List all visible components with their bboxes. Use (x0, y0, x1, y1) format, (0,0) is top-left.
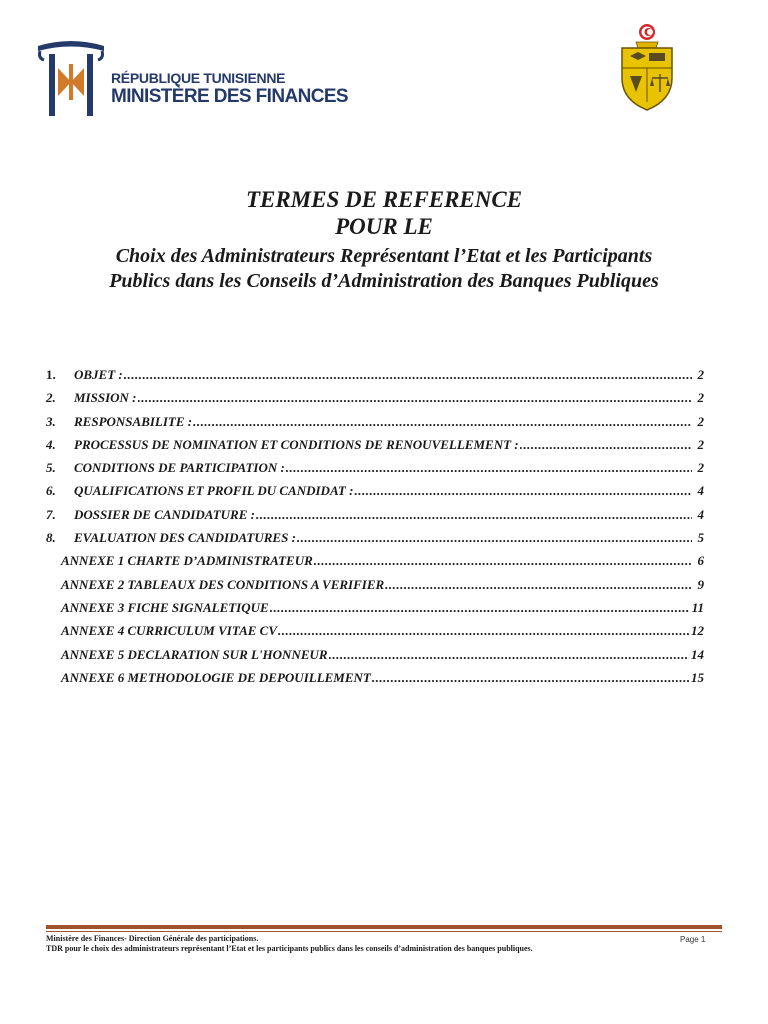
title-line2: POUR LE (335, 214, 433, 239)
toc-number: 6. (46, 483, 56, 499)
toc-entry[interactable] (46, 414, 704, 437)
toc-page: 9 (697, 576, 704, 592)
toc-entry[interactable] (46, 390, 704, 413)
toc-page: 12 (691, 623, 704, 639)
toc-leader (138, 390, 693, 406)
toc-label: ANNEXE 3 FICHE SIGNALETIQUE (61, 599, 269, 615)
toc-annexe-entry[interactable] (46, 670, 704, 693)
toc-label: RESPONSABILITE : (74, 413, 193, 429)
ministry-name (111, 70, 348, 108)
toc-entry[interactable] (46, 367, 704, 390)
toc-number: 5. (46, 460, 56, 476)
toc-number: 8. (46, 530, 56, 546)
toc-entry[interactable] (46, 507, 704, 530)
toc-label: DOSSIER DE CANDIDATURE : (74, 506, 255, 522)
table-of-contents (46, 367, 704, 693)
toc-entry[interactable] (46, 460, 704, 483)
toc-page: 15 (691, 669, 704, 685)
toc-label: ANNEXE 5 DECLARATION SUR L'HONNEUR (61, 646, 328, 662)
toc-leader (372, 670, 689, 686)
toc-page: 4 (697, 483, 704, 499)
toc-annexe-entry[interactable] (46, 647, 704, 670)
toc-label: CONDITIONS DE PARTICIPATION : (74, 460, 285, 476)
toc-label: ANNEXE 6 METHODOLOGIE DE DEPOUILLEMENT (61, 669, 371, 685)
toc-label: ANNEXE 1 CHARTE D’ADMINISTRATEUR (61, 553, 313, 569)
toc-leader (314, 553, 692, 569)
footer-line1: Ministère des Finances- Direction Générale des participations. (46, 934, 259, 943)
ministry-pillar-logo-icon (36, 38, 106, 118)
footer-page-number: Page 1 (680, 935, 706, 944)
toc-annexe-entry[interactable] (46, 623, 704, 646)
toc-leader (520, 437, 692, 453)
toc-number: 1. (46, 367, 56, 382)
toc-label: PROCESSUS DE NOMINATION ET CONDITIONS DE RENOUVELLEMENT : (74, 436, 519, 452)
toc-number: 2. (46, 390, 56, 406)
org-line2: MINISTÈRE DES FINANCES (111, 86, 348, 107)
toc-page: 2 (697, 390, 704, 406)
toc-leader (354, 483, 692, 499)
toc-entry[interactable] (46, 483, 704, 506)
toc-page: 2 (697, 460, 704, 476)
toc-page: 2 (697, 367, 704, 382)
toc-page: 6 (697, 553, 704, 569)
toc-leader (385, 577, 692, 593)
toc-number: 7. (46, 506, 56, 522)
toc-leader (297, 530, 692, 546)
document-title (0, 186, 768, 294)
toc-page: 2 (697, 413, 704, 429)
toc-leader (278, 623, 689, 639)
title-line3: Choix des Administrateurs Représentant l’Etat et les Participants (115, 245, 653, 267)
toc-label: QUALIFICATIONS ET PROFIL DU CANDIDAT : (74, 483, 354, 499)
toc-label: EVALUATION DES CANDIDATURES : (74, 530, 296, 546)
toc-page: 5 (697, 530, 704, 546)
toc-entry[interactable] (46, 530, 704, 553)
toc-annexe-entry[interactable] (46, 600, 704, 623)
org-line1: RÉPUBLIQUE TUNISIENNE (111, 70, 286, 86)
footer-line2: TDR pour le choix des administrateurs représentant l’Etat et les participants publics dans les conseils d’administration des banques publiques. (46, 944, 533, 953)
toc-leader (124, 367, 692, 383)
toc-annexe-entry[interactable] (46, 553, 704, 576)
toc-page: 14 (691, 646, 704, 662)
toc-leader (286, 460, 692, 476)
toc-annexe-entry[interactable] (46, 577, 704, 600)
toc-entry[interactable] (46, 437, 704, 460)
toc-label: MISSION : (74, 390, 137, 406)
toc-leader (256, 507, 692, 523)
toc-page: 4 (697, 506, 704, 522)
toc-page: 11 (691, 599, 704, 615)
toc-number: 3. (46, 413, 56, 429)
toc-leader (193, 414, 692, 430)
footer-rule-thick (46, 925, 722, 929)
footer-text (46, 934, 533, 954)
toc-label: ANNEXE 4 CURRICULUM VITAE CV (61, 623, 278, 639)
toc-label: OBJET : (74, 367, 123, 382)
toc-leader (270, 600, 690, 616)
toc-page: 2 (697, 436, 704, 452)
tunisia-coat-of-arms-icon (616, 22, 678, 112)
footer-rule-thin (46, 931, 722, 932)
toc-number: 4. (46, 436, 56, 452)
title-line4: Publics dans les Conseils d’Administration des Banques Publiques (109, 270, 659, 292)
toc-leader (329, 647, 689, 663)
title-line1: TERMES DE REFERENCE (245, 187, 523, 212)
toc-label: ANNEXE 2 TABLEAUX DES CONDITIONS A VERIFIER (61, 576, 385, 592)
